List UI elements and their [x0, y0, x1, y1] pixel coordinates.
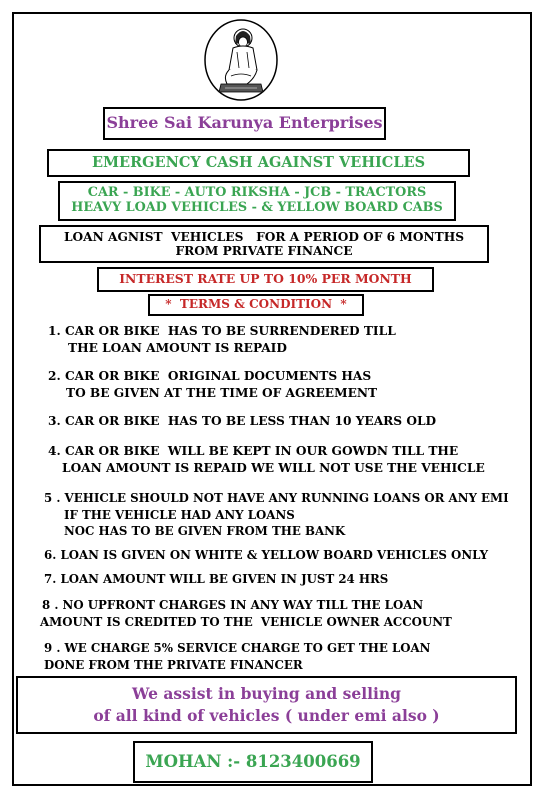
term-text: NOC HAS TO BE GIVEN FROM THE BANK: [64, 524, 346, 539]
term-text: WE CHARGE 5% SERVICE CHARGE TO GET THE LOAN: [64, 641, 431, 655]
term-5: [40, 490, 509, 540]
term-number: 7.: [44, 572, 57, 586]
business-name-box: [103, 107, 386, 140]
headline: EMERGENCY CASH AGAINST VEHICLES: [91, 153, 426, 171]
terms-heading: * TERMS & CONDITION *: [165, 297, 347, 312]
term-6: [40, 547, 488, 564]
terms-heading-box: [148, 294, 364, 316]
loan-period-box: [39, 225, 489, 263]
sai-baba-logo-icon: [203, 18, 279, 102]
term-text: IF THE VEHICLE HAD ANY LOANS: [64, 507, 295, 522]
term-text: TO BE GIVEN AT THE TIME OF AGREEMENT: [66, 386, 378, 401]
term-number: 3.: [48, 414, 61, 428]
term-text: CAR OR BIKE WILL BE KEPT IN OUR GOWDN TILL THE: [64, 444, 459, 458]
vehicle-types-line-1: CAR - BIKE - AUTO RIKSHA - JCB - TRACTORS: [87, 185, 427, 201]
term-4: [40, 443, 485, 477]
term-number: 5 .: [44, 491, 61, 505]
term-text: THE LOAN AMOUNT IS REPAID: [68, 341, 287, 356]
term-text: DONE FROM THE PRIVATE FINANCER: [44, 657, 303, 672]
term-text: CAR OR BIKE ORIGINAL DOCUMENTS HAS: [64, 369, 372, 383]
term-text: LOAN IS GIVEN ON WHITE & YELLOW BOARD VEHICLES ONLY: [60, 548, 489, 562]
term-text: VEHICLE SHOULD NOT HAVE ANY RUNNING LOANS OR ANY EMI: [64, 491, 509, 505]
term-number: 2.: [48, 369, 61, 383]
loan-period-line-1: LOAN AGNIST VEHICLES FOR A PERIOD OF 6 MONTHS: [63, 229, 465, 244]
term-8: [40, 597, 452, 630]
term-3: [40, 413, 436, 430]
headline-box: [47, 149, 470, 177]
interest-rate: INTEREST RATE UP TO 10% PER MONTH: [119, 271, 412, 287]
term-text: NO UPFRONT CHARGES IN ANY WAY TILL THE LOAN: [62, 598, 424, 612]
assist-box: [16, 676, 517, 734]
term-text: CAR OR BIKE HAS TO BE LESS THAN 10 YEARS OLD: [64, 414, 437, 428]
term-text: LOAN AMOUNT IS REPAID WE WILL NOT USE THE VEHICLE: [62, 461, 485, 476]
term-text: CAR OR BIKE HAS TO BE SURRENDERED TILL: [64, 324, 396, 338]
term-1: [40, 323, 396, 357]
term-text: LOAN AMOUNT WILL BE GIVEN IN JUST 24 HRS: [60, 572, 389, 586]
contact-phone[interactable]: MOHAN :- 8123400669: [145, 751, 361, 771]
loan-period-line-2: FROM PRIVATE FINANCE: [175, 244, 353, 258]
term-number: 1.: [48, 324, 61, 338]
vehicle-types-box: [58, 181, 456, 221]
term-7: [40, 571, 388, 588]
term-number: 6.: [44, 548, 57, 562]
interest-rate-box: [97, 267, 434, 292]
vehicle-types-line-2: HEAVY LOAD VEHICLES - & YELLOW BOARD CABS: [71, 200, 443, 215]
term-2: [40, 368, 377, 402]
contact-box: [133, 741, 373, 783]
business-name: Shree Sai Karunya Enterprises: [106, 113, 383, 133]
assist-line-2: of all kind of vehicles ( under emi also ): [93, 706, 440, 725]
term-9: [40, 640, 430, 673]
term-number: 4.: [48, 444, 61, 458]
term-number: 8 .: [42, 598, 59, 612]
term-text: AMOUNT IS CREDITED TO THE VEHICLE OWNER ACCOUNT: [40, 614, 452, 629]
assist-line-1: We assist in buying and selling: [131, 683, 402, 703]
term-number: 9 .: [44, 641, 61, 655]
